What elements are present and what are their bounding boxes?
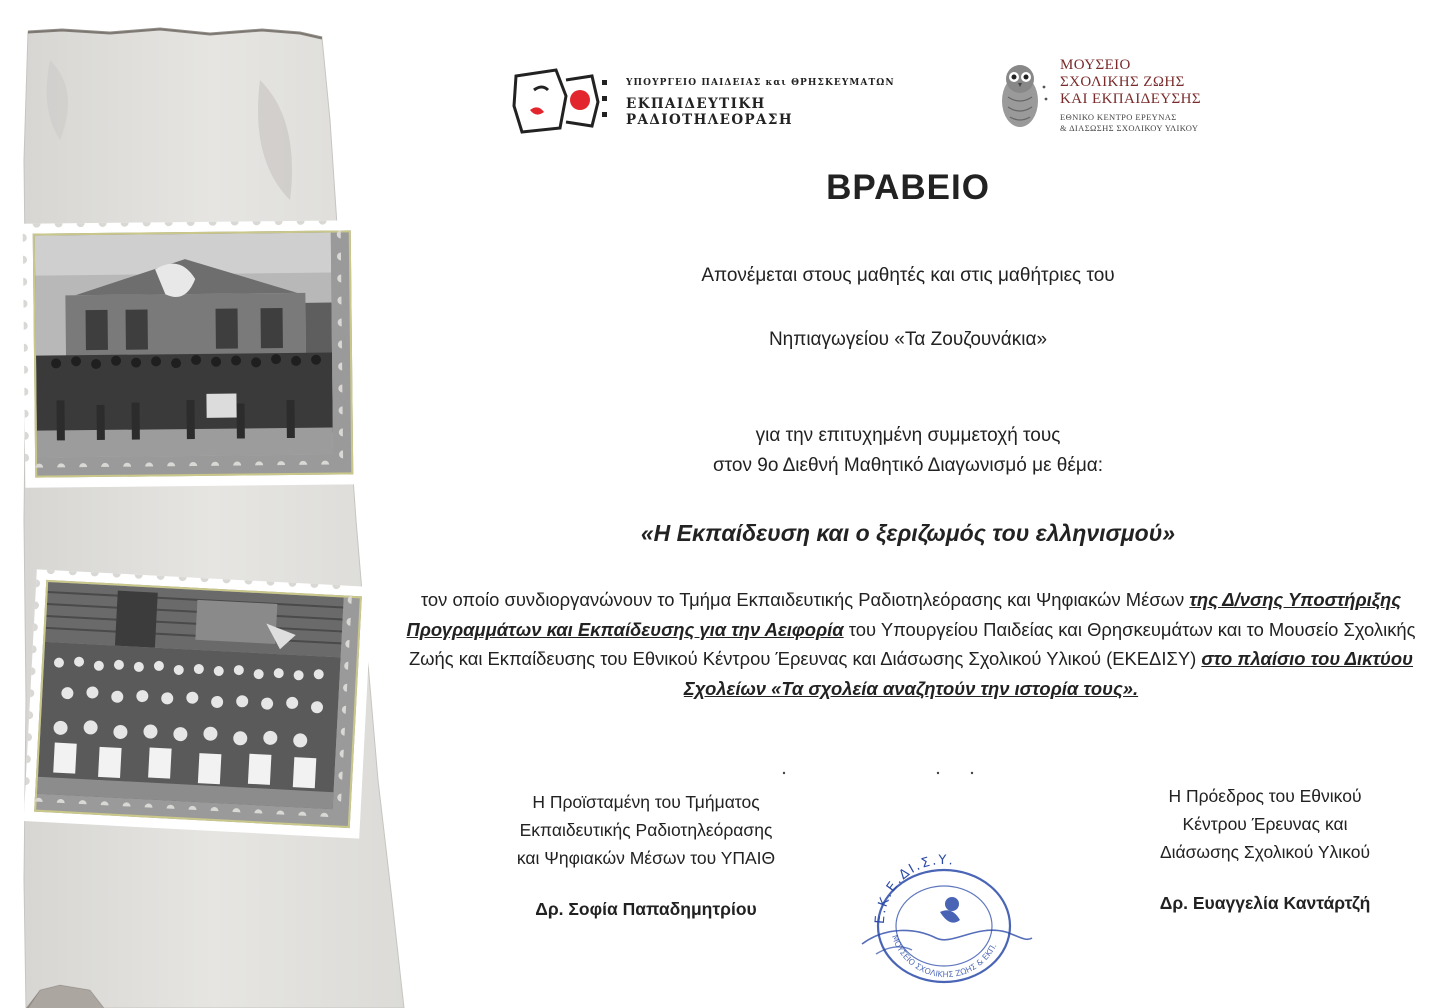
organizers-text-part-1: τον οποίο συνδιοργανώνουν το Τμήμα Εκπαιδευτικής Ραδιοτηλεόρασης και Ψηφιακών Μέσων [420,589,1190,610]
museum-subtitle-line-2: & ΔΙΑΣΩΣΗΣ ΣΧΟΛΙΚΟΥ ΥΛΙΚΟΥ [1060,123,1199,133]
right-role-line-2: Κέντρου Έρευνας και [1182,814,1348,834]
left-role-line-3: και Ψηφιακών Μέσων του ΥΠΑΙΘ [516,848,776,868]
directorate-name: της Δ/νσης Υποστήριξης Προγραμμάτων και Εκπαίδευσης για την Αειφορία [406,589,1402,640]
torn-paper-strip [0,0,440,1008]
decorative-film-strip [0,0,440,1008]
right-role-line-3: Διάσωσης Σχολικού Υλικού [1159,842,1371,862]
competition-theme: «Η Εκπαίδευση και ο ξεριζωμός του ελληνισμού» [640,520,1176,546]
left-role-line-1: Η Προϊσταμένη του Τμήματος [532,792,760,812]
museum-subtitle-line-1: ΕΘΝΙΚΟ ΚΕΝΤΡΟ ΕΡΕΥΝΑΣ [1060,112,1177,122]
organizers-text-part-2: του Υπουργείου Παιδείας και Θρησκευμάτων και το Μουσείο Σχολικής Ζωής και Εκπαίδευσης του Εθνικού Κέντρου Έρευνας και Διάσωσης Σχολικού Υλικού (ΕΚΕΔΙΣΥ) [408,618,1416,669]
historic-photo-2 [34,580,362,828]
left-role-line-2: Εκπαιδευτικής Ραδιοτηλεόρασης [519,820,773,840]
decorative-dots [780,770,980,776]
school-name: Νηπιαγωγείου «Τα Ζουζουνάκια» [768,329,1048,350]
school-network-name: στο πλαίσιο του Δικτύου Σχολείων «Τα σχολεία αναζητούν την ιστορία τους». [683,648,1414,699]
left-signatory-role [466,788,826,872]
owl-icon [990,59,1054,133]
seal-bottom-text: ΜΟΥΣΕΙΟ ΣΧΟΛΙΚΗΣ ΖΩΗΣ & ΕΚΠ. [889,933,999,980]
school-museum-logo [990,55,1250,140]
educational-tv-name: ΕΚΠΑΙΔΕΥΤΙΚΗ ΡΑΔΙΟΤΗΛΕΟΡΑΣΗ [626,96,794,128]
face-tv-icon [508,66,612,136]
official-seal-stamp [856,846,1036,986]
photo-children-group [37,582,344,809]
organizers-paragraph [406,585,1416,703]
educational-tv-logo [508,66,898,136]
right-role-line-1: Η Πρόεδρος του Εθνικού [1168,786,1362,806]
seal-emblem-icon [940,897,960,923]
museum-title-line-2: ΣΧΟΛΙΚΗΣ ΖΩΗΣ [1060,74,1185,90]
stamp-photo-children [24,569,373,838]
certificate-title: ΒΡΑΒΕΙΟ [826,168,990,207]
historic-photo-1 [33,230,354,477]
ministry-name: ΥΠΟΥΡΓΕΙΟ ΠΑΙΔΕΙΑΣ και ΘΡΗΣΚΕΥΜΑΤΩΝ [626,78,895,88]
photo-crowd-building [35,233,333,458]
seal-top-text: Ε.Κ.Ε.ΔΙ.Σ.Υ. [872,852,956,925]
awarded-to-text: Απονέμεται στους μαθητές και στις μαθήτριες του [701,265,1115,286]
left-signatory-name: Δρ. Σοφία Παπαδημητρίου [535,899,757,919]
right-signatory-name: Δρ. Ευαγγελία Καντάρτζή [1159,893,1371,913]
right-signatory-role [1090,782,1440,866]
stamp-photo-school-building [23,220,364,488]
participation-text-line-2: στον 9ο Διεθνή Μαθητικό Διαγωνισμό με θέμα: [712,455,1104,476]
participation-text-line-1: για την επιτυχημένη συμμετοχή τους [755,425,1061,446]
museum-title-line-3: ΚΑΙ ΕΚΠΑΙΔΕΥΣΗΣ [1060,91,1201,107]
museum-title-line-1: ΜΟΥΣΕΙΟ [1060,57,1131,73]
